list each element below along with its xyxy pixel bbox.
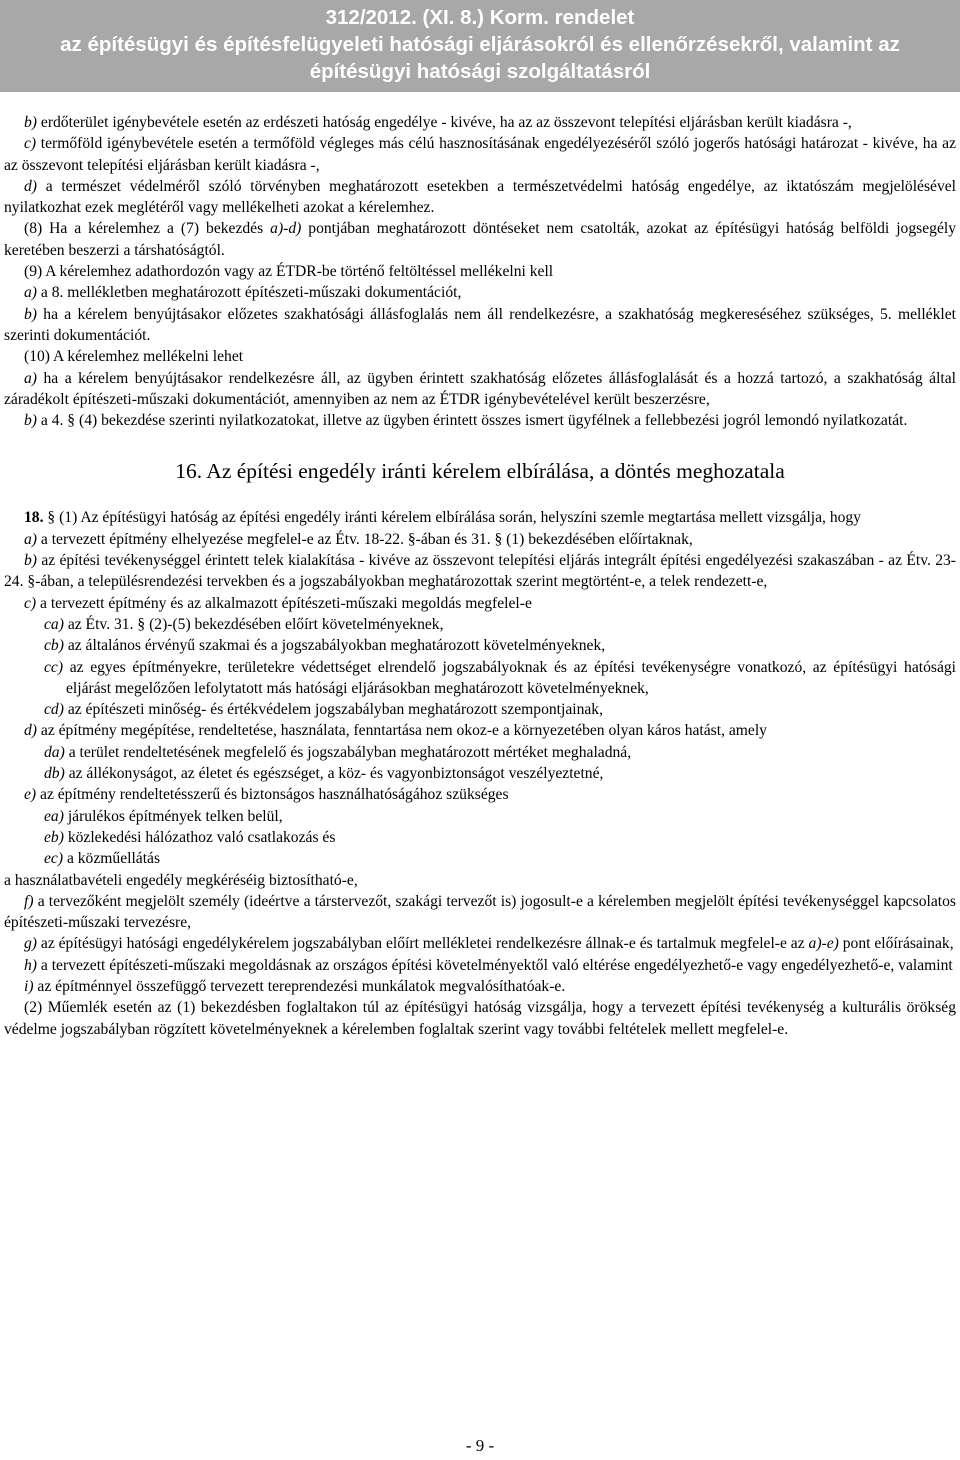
sub-item: ec) a közműellátás bbox=[44, 850, 161, 868]
paragraph: a) a 8. mellékletben meghatározott építészeti-műszaki dokumentációt, bbox=[24, 284, 462, 302]
paragraph: h) a tervezett építészeti-műszaki megoldásnak az országos építési követelményektől való eltérése engedélyezhető-e vagy engedélyezhető-e, valamint bbox=[24, 956, 953, 974]
paragraph: 18. § (1) Az építésügyi hatóság az építési engedély iránti kérelem elbírálása során, helyszíni szemle megtartása mellett vizsgálja, hogy bbox=[24, 509, 862, 527]
sub-item: cd) az építészeti minőség- és értékvédelem jogszabályban meghatározott szempontjainak, bbox=[44, 701, 603, 719]
paragraph: (2) Műemlék esetén az (1) bekezdésben foglaltakon túl az építésügyi hatóság vizsgálja, hogy a tervezett építési tevékenység a kulturális örökség védelme jogszabályban rögzített követelményeknek a kérelemben foglaltak szerint vagy további feltételek mellett megfelel-e. bbox=[4, 999, 956, 1038]
section-heading: 16. Az építési engedély iránti kérelem elbírálása, a döntés meghozatala bbox=[175, 459, 785, 484]
paragraph: (10) A kérelemhez mellékelni lehet bbox=[24, 348, 244, 366]
paragraph: a) ha a kérelem benyújtásakor rendelkezésre áll, az ügyben érintett szakhatóság előzetes állásfoglalását és a hozzá tartozó, a szakhatóság által záradékolt építészeti-műszaki dokumentációt, amennyiben az nem az ÉTDR igénybevételével került beszerzésre, bbox=[4, 369, 956, 408]
paragraph: c) a tervezett építmény és az alkalmazott építészeti-műszaki megoldás megfelel-e bbox=[24, 594, 532, 612]
document-header bbox=[0, 0, 960, 92]
paragraph: (8) Ha a kérelemhez a (7) bekezdés a)-d) pontjában meghatározott döntéseket nem csatolták, azokat az építésügyi hatóság belföldi jogsegély keretében beszerzi a társhatóságtól. bbox=[4, 220, 956, 259]
header-line-1: 312/2012. (XI. 8.) Korm. rendelet bbox=[325, 6, 635, 29]
header-line-2: az építésügyi és építésfelügyeleti hatósági eljárásokról és ellenőrzésekről, valamint az bbox=[60, 33, 900, 56]
header-line-3: építésügyi hatósági szolgáltatásról bbox=[309, 60, 651, 83]
sub-item: cb) az általános érvényű szakmai és a jogszabályokban meghatározott követelményeknek, bbox=[44, 637, 606, 655]
paragraph: f) a tervezőként megjelölt személy (ideértve a társtervezőt, szakági tervezőt is) jogosult-e a kérelemben megjelölt építési tevékenységgel kapcsolatos építészeti-műszaki tervezésre, bbox=[4, 892, 956, 932]
paragraph: g) az építésügyi hatósági engedélykérelem jogszabályban előírt mellékletei rendelkezésre állnak-e és tartalmuk megfelel-e az a)-e) pont előírásainak, bbox=[24, 935, 954, 953]
paragraph: d) a természet védelméről szóló törvényben meghatározott esetekben a természetvédelmi hatóság engedélye, az iktatószám megjelölésével nyilatkozhat ezek meglétéről vagy mellékelheti azokat a kérelemhez. bbox=[4, 177, 956, 217]
sub-item: db) az állékonyságot, az életet és egészséget, a köz- és vagyonbiztonságot veszélyeztetné, bbox=[44, 765, 604, 783]
paragraph: d) az építmény megépítése, rendeltetése, használata, fenntartása nem okoz-e a környezetében olyan káros hatást, amely bbox=[24, 722, 767, 740]
paragraph: a) a tervezett építmény elhelyezése megfelel-e az Étv. 18-22. §-ában és 31. § (1) bekezdésében előírtaknak, bbox=[24, 530, 693, 548]
paragraph: e) az építmény rendeltetésszerű és biztonságos használhatóságához szükséges bbox=[24, 786, 509, 804]
sub-item: ea) járulékos építmények telken belül, bbox=[44, 807, 283, 825]
paragraph: a használatbavételi engedély megkéréséig biztosítható-e, bbox=[4, 871, 358, 889]
paragraph: i) az építménnyel összefüggő tervezett tereprendezési munkálatok megvalósíthatóak-e. bbox=[24, 977, 566, 995]
paragraph: b) a 4. § (4) bekezdése szerinti nyilatkozatokat, illetve az ügyben érintett összes ismert ügyfélnek a fellebbezési jogról lemondó nyilatkozatát. bbox=[24, 412, 908, 430]
page-number: - 9 - bbox=[465, 1436, 495, 1455]
sub-item: ca) az Étv. 31. § (2)-(5) bekezdésében előírt követelményeknek, bbox=[44, 615, 444, 633]
paragraph: b) erdőterület igénybevétele esetén az erdészeti hatóság engedélye - kivéve, ha az az összevont telepítési eljárásban került kiadásra -, bbox=[24, 114, 852, 131]
sub-item: da) a terület rendeltetésének megfelelő és jogszabályban meghatározott mértéket meghaladná, bbox=[44, 743, 632, 761]
sub-item: cc) az egyes építményekre, területekre védettséget elrendelő jogszabályoknak és az építési tevékenységre vonatkozó, az építésügyi hatósági eljárást megelőzően lefolytatott más hatósági eljárásokban meghatározott követelményeknek, bbox=[44, 658, 956, 697]
sub-item: eb) közlekedési hálózathoz való csatlakozás és bbox=[44, 828, 336, 846]
document-body bbox=[4, 112, 956, 1040]
paragraph: b) ha a kérelem benyújtásakor előzetes szakhatósági állásfoglalás nem áll rendelkezésre, a szakhatóság megkereséséhez szükséges, 5. melléklet szerinti dokumentációt. bbox=[4, 305, 956, 344]
paragraph: (9) A kérelemhez adathordozón vagy az ÉTDR-be történő feltöltéssel mellékelni kell bbox=[24, 263, 554, 281]
paragraph: b) az építési tevékenységgel érintett telek kialakítása - kivéve az összevont telepítési eljárás integrált építési engedélyezési szakaszában - az Étv. 23-24. §-ában, a településrendezési tervekben és a jogszabályokban meghatározottak szerint megtörtént-e, a telek rendezett-e, bbox=[4, 552, 956, 591]
paragraph: c) termőföld igénybevétele esetén a termőföld végleges más célú hasznosításának engedélyezéséről szóló jogerős hatósági határozat - kivéve, ha az az összevont telepítési eljárásban került kiadásra -, bbox=[4, 135, 956, 174]
